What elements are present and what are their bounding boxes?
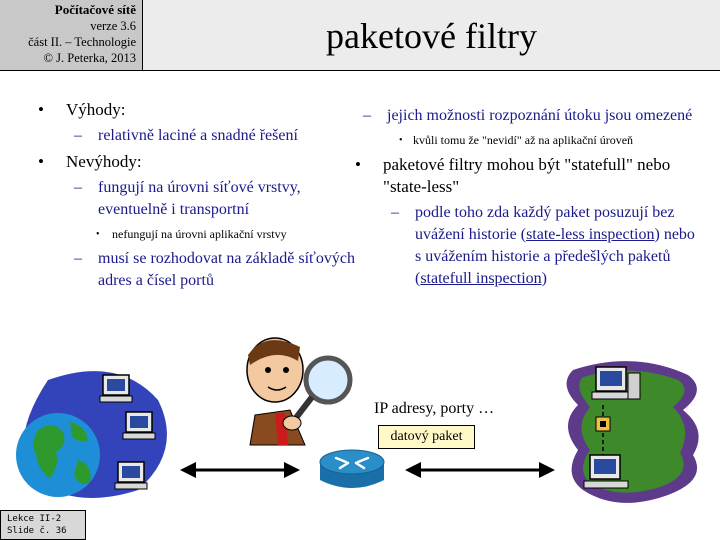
lesson-label: Lekce II-2 <box>7 514 62 524</box>
advantages-heading: Výhody: <box>66 100 126 119</box>
stateless-inspection-link[interactable]: state-less inspection <box>526 226 655 243</box>
computer-icon <box>123 412 155 439</box>
slide-title: paketové filtry <box>326 16 537 56</box>
globe-network-clipart <box>8 360 178 505</box>
subsub-disadvantage-1 <box>38 225 368 244</box>
left-column <box>38 99 368 296</box>
bullet-stateful <box>355 154 705 198</box>
bullet-advantages <box>38 99 368 121</box>
bullet-disadvantages <box>38 151 368 173</box>
course-name: Počítačové sítě <box>54 2 136 17</box>
course-info-box <box>0 0 143 71</box>
small-bullet: • <box>96 229 100 240</box>
statefull-inspection-link[interactable]: statefull inspection <box>420 270 542 287</box>
course-version: verze 3.6 <box>90 19 136 33</box>
bullet-dot: • <box>355 155 361 174</box>
slide-footer <box>0 510 86 540</box>
course-part: část II. – Technologie <box>28 35 136 49</box>
bullet-dot: • <box>38 100 44 119</box>
sub-limit <box>327 105 705 127</box>
disadvantages-heading: Nevýhody: <box>66 152 142 171</box>
dash-mark: – <box>74 127 82 144</box>
dash-mark: – <box>74 179 82 196</box>
inspector-magnifier-clipart <box>230 325 360 450</box>
disadvantage-1-sub-text: nefungují na úrovni aplikační vrstvy <box>112 227 287 241</box>
data-packet: datový paket <box>378 425 475 449</box>
sub-disadvantage-2 <box>38 248 368 292</box>
dash-mark: – <box>391 204 399 221</box>
stateful-text-2: ) nebo s uvážením historie a předešlých paketů ( <box>415 226 695 287</box>
stateful-text-3: ) <box>541 270 547 287</box>
double-arrow-right <box>405 460 555 480</box>
bullet-dot: • <box>38 152 44 171</box>
sub-stateful <box>355 202 705 290</box>
computer-icon <box>115 462 147 489</box>
subsub-limit <box>339 131 705 150</box>
router-icon <box>318 448 386 496</box>
course-copyright: © J. Peterka, 2013 <box>43 51 136 65</box>
sub-advantage <box>38 125 368 147</box>
disadvantage-1-text: fungují na úrovni síťové vrstvy, eventuelně i transportní <box>98 179 301 218</box>
stateful-heading: paketové filtry mohou být "statefull" nebo "state-less" <box>383 155 671 196</box>
office-network-clipart <box>548 355 718 510</box>
advantage-text: relativně laciné a snadné řešení <box>98 127 298 144</box>
small-bullet: • <box>399 135 403 146</box>
disadvantage-2-text: musí se rozhodovat na základě síťových adres a čísel portů <box>98 250 355 289</box>
dash-mark: – <box>74 250 82 267</box>
stateful-text-1: podle toho zda každý paket posuzují bez uvážení historie ( <box>415 204 675 243</box>
right-column <box>355 105 705 294</box>
slide-number: Slide č. 36 <box>7 526 67 536</box>
limit-text: jejich možnosti rozpoznání útoku jsou omezené <box>387 107 693 124</box>
limit-sub-text: kvůli tomu že "nevidí" až na aplikační úroveň <box>413 133 634 147</box>
dash-mark: – <box>363 107 371 124</box>
sub-disadvantage-1 <box>38 177 368 221</box>
double-arrow-left <box>180 460 300 480</box>
ip-addresses-label: IP adresy, porty … <box>374 400 495 417</box>
computer-icon <box>100 375 132 402</box>
